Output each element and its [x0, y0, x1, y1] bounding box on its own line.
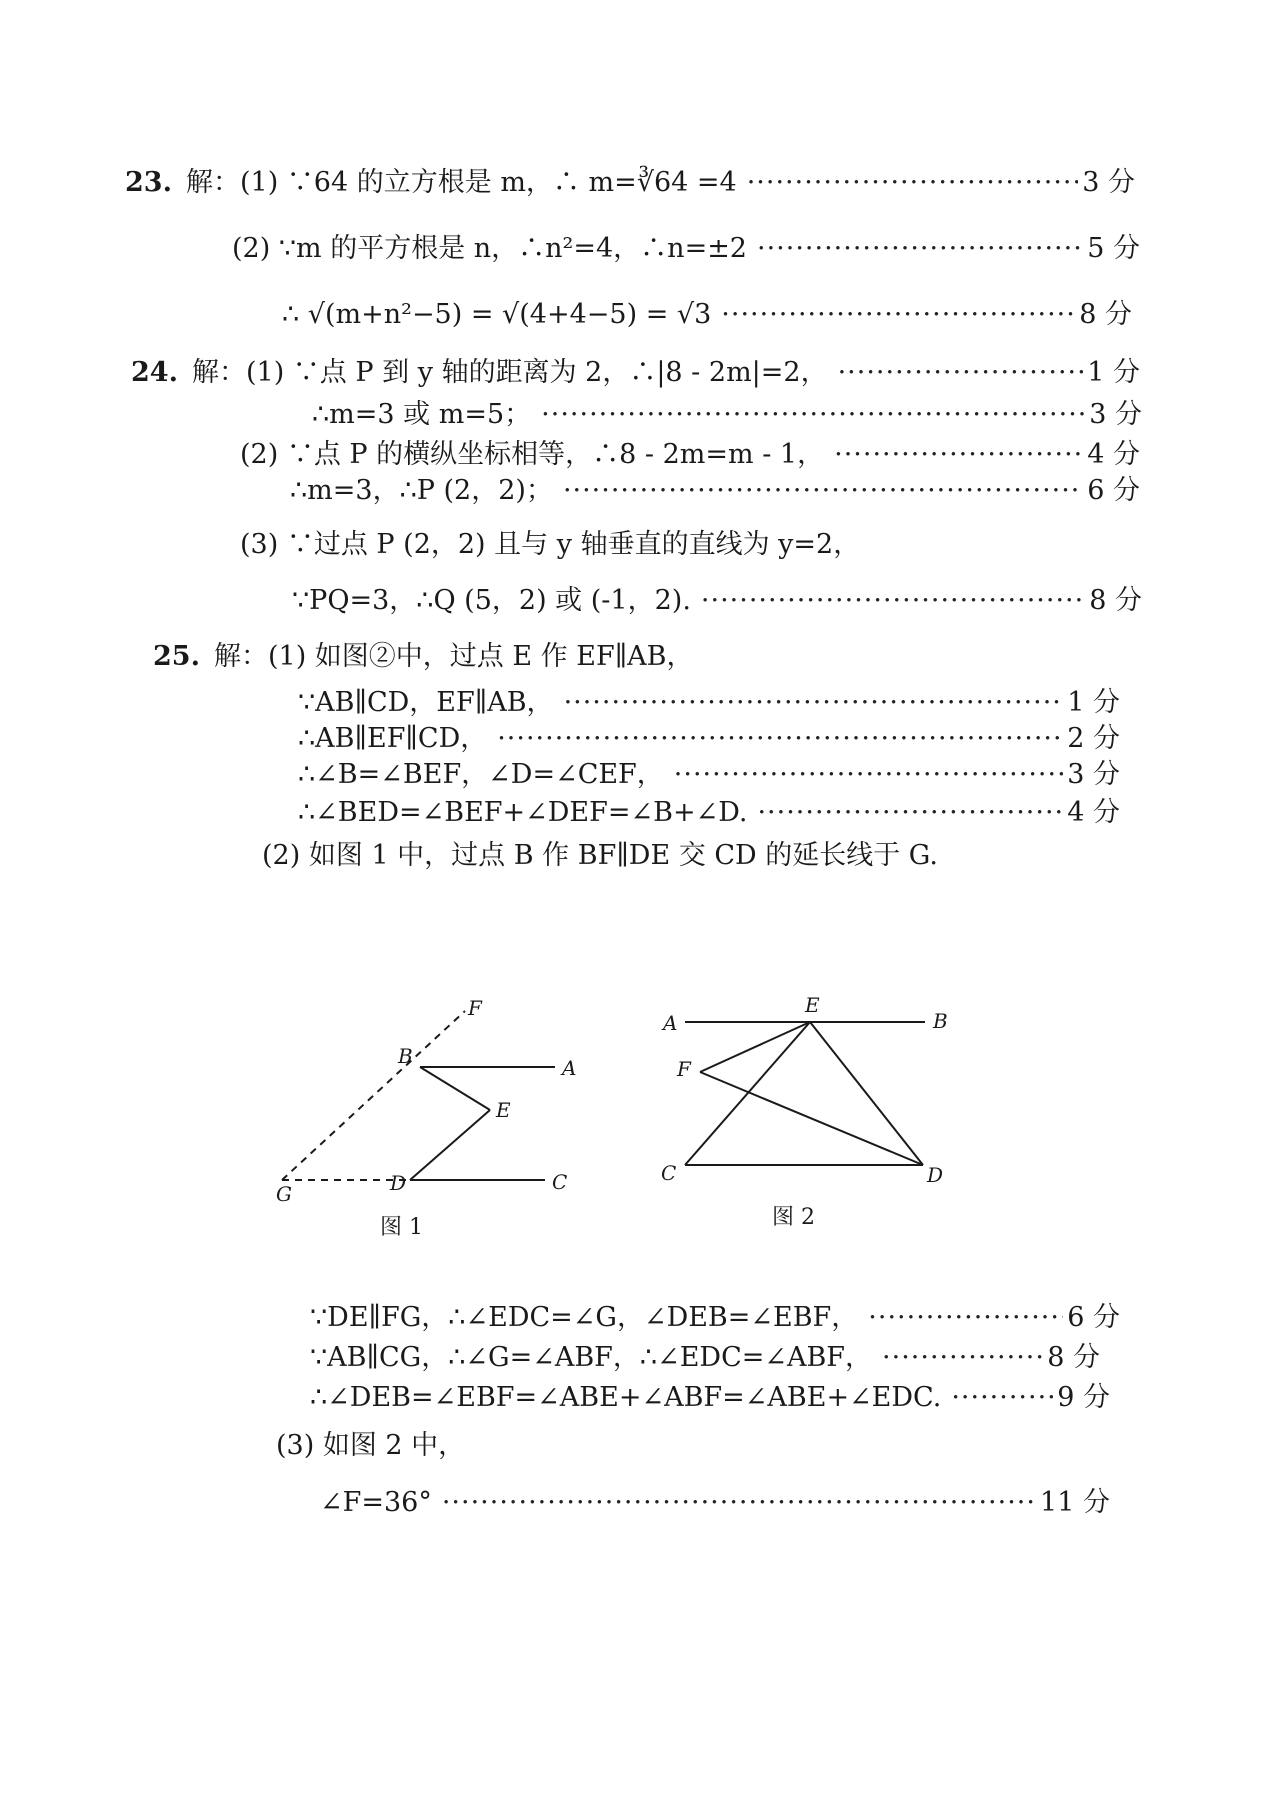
- score-label: 8 分: [1079, 299, 1132, 330]
- dot-leader: [563, 475, 1083, 506]
- dot-leader: [757, 797, 1063, 828]
- score-label: 1 分: [1087, 357, 1140, 388]
- q24-step-3: (2) ∵点 P 的横纵坐标相等，∴8 - 2m=m - 1，: [240, 439, 825, 470]
- dot-leader: [701, 585, 1085, 616]
- q25-line-9: [310, 1375, 1110, 1414]
- score-label: 4 分: [1087, 439, 1140, 470]
- fig1-label-G: G: [276, 1182, 292, 1206]
- question-number-24: 24.: [131, 357, 178, 388]
- figure-1-diagram: [270, 995, 600, 1215]
- fig2-label-A: A: [663, 1011, 678, 1035]
- dot-leader: [951, 1382, 1053, 1413]
- q24-step-1: 解：(1) ∵点 P 到 y 轴的距离为 2，∴|8 - 2m|=2，: [191, 357, 828, 388]
- q25-line-10: [276, 1423, 876, 1462]
- figure-2-caption: 图 2: [772, 1205, 815, 1230]
- q25-step-9: ∴∠DEB=∠EBF=∠ABE+∠ABF=∠ABE+∠EDC.: [310, 1382, 942, 1413]
- q25-line-2: [298, 680, 1120, 719]
- dot-leader: [747, 167, 1079, 198]
- dot-leader: [868, 1302, 1063, 1333]
- fig2-label-B: B: [933, 1009, 948, 1033]
- dot-leader: [721, 299, 1075, 330]
- q24-line-4: [290, 468, 1140, 507]
- q25-step-6: (2) 如图 1 中，过点 B 作 BF∥DE 交 CD 的延长线于 G.: [262, 840, 938, 871]
- q25-line-11: [320, 1480, 1110, 1519]
- dot-leader: [838, 357, 1084, 388]
- score-label: 8 分: [1047, 1342, 1100, 1373]
- q24-line-6: [292, 578, 1142, 617]
- q25-step-3: ∴AB∥EF∥CD，: [298, 723, 488, 754]
- figure-1-caption: 图 1: [380, 1215, 423, 1240]
- q25-line-4: [298, 752, 1120, 791]
- dot-leader: [442, 1487, 1036, 1518]
- q25-line-7: [310, 1295, 1120, 1334]
- fig2-label-F: F: [677, 1057, 691, 1081]
- score-label: 3 分: [1067, 759, 1120, 790]
- q24-step-6: ∵PQ=3，∴Q (5，2) 或 (-1，2).: [292, 585, 691, 616]
- fig1-label-A: A: [562, 1056, 577, 1080]
- line-FD: [700, 1072, 923, 1165]
- figure-1: [270, 995, 600, 1215]
- dot-leader: [564, 687, 1064, 718]
- dot-leader: [497, 723, 1063, 754]
- q25-line-6: [262, 833, 1142, 872]
- question-number-23: 23.: [125, 167, 172, 198]
- q25-line-8: [310, 1335, 1100, 1374]
- dot-leader: [882, 1342, 1043, 1373]
- score-label: 2 分: [1067, 723, 1120, 754]
- fig1-label-E: E: [496, 1098, 511, 1122]
- q25-step-4: ∴∠B=∠BEF，∠D=∠CEF，: [298, 759, 664, 790]
- q23-line-2: [232, 226, 1140, 265]
- q24-line-3: [240, 432, 1140, 471]
- q25-line-3: [298, 716, 1120, 755]
- score-label: 1 分: [1067, 687, 1120, 718]
- score-label: 8 分: [1089, 585, 1142, 616]
- dot-leader: [757, 233, 1083, 264]
- dot-leader: [674, 759, 1063, 790]
- q25-step-11: ∠F=36°: [320, 1487, 432, 1518]
- q24-step-4: ∴m=3，∴P (2，2)；: [290, 475, 553, 506]
- fig2-label-C: C: [661, 1161, 677, 1185]
- q24-step-5: (3) ∵过点 P (2，2) 且与 y 轴垂直的直线为 y=2，: [240, 529, 861, 560]
- q25-step-2: ∵AB∥CD，EF∥AB，: [298, 687, 554, 718]
- figure-2: [655, 990, 965, 1210]
- q23-step-2: (2) ∵m 的平方根是 n，∴n²=4，∴n=±2: [232, 233, 747, 264]
- fig2-label-E: E: [805, 993, 820, 1017]
- q24-line-5: [240, 522, 1140, 561]
- score-label: 11 分: [1040, 1487, 1110, 1518]
- score-label: 3 分: [1082, 167, 1135, 198]
- line-EC: [685, 1022, 810, 1165]
- q23-line-3: [282, 292, 1132, 331]
- q25-line-5: [298, 790, 1120, 829]
- fig2-label-D: D: [927, 1163, 944, 1187]
- score-label: 9 分: [1057, 1382, 1110, 1413]
- q23-step-1: 解：(1) ∵64 的立方根是 m，∴ m=∛64 =4: [185, 167, 737, 198]
- q25-step-1: 解：(1) 如图②中，过点 E 作 EF∥AB，: [213, 641, 694, 672]
- q23-step-3: ∴ √(m+n²−5) = √(4+4−5) = √3: [282, 299, 712, 330]
- fig1-label-B: B: [398, 1044, 413, 1068]
- fig1-label-F: F: [468, 996, 482, 1020]
- dot-leader: [541, 399, 1085, 430]
- fig1-label-D: D: [390, 1171, 407, 1195]
- q23-line-1: [125, 160, 1135, 199]
- line-BE: [420, 1067, 490, 1110]
- dot-leader: [834, 439, 1083, 470]
- q25-step-5: ∴∠BED=∠BEF+∠DEF=∠B+∠D.: [298, 797, 748, 828]
- q25-line-1: [153, 634, 1133, 673]
- q25-step-10: (3) 如图 2 中，: [276, 1430, 466, 1461]
- line-EF: [700, 1022, 810, 1072]
- line-ED: [810, 1022, 923, 1165]
- score-label: 4 分: [1067, 797, 1120, 828]
- q25-step-7: ∵DE∥FG，∴∠EDC=∠G，∠DEB=∠EBF，: [310, 1302, 859, 1333]
- score-label: 5 分: [1087, 233, 1140, 264]
- score-label: 3 分: [1089, 399, 1142, 430]
- q24-step-2: ∴m=3 或 m=5；: [312, 399, 532, 430]
- line-ED: [410, 1110, 490, 1180]
- score-label: 6 分: [1087, 475, 1140, 506]
- fig1-label-C: C: [552, 1170, 568, 1194]
- score-label: 6 分: [1067, 1302, 1120, 1333]
- figure-2-diagram: [655, 990, 965, 1210]
- q24-line-1: [131, 350, 1140, 389]
- q25-step-8: ∵AB∥CG，∴∠G=∠ABF，∴∠EDC=∠ABF，: [310, 1342, 873, 1373]
- question-number-25: 25.: [153, 641, 200, 672]
- q24-line-2: [312, 392, 1142, 431]
